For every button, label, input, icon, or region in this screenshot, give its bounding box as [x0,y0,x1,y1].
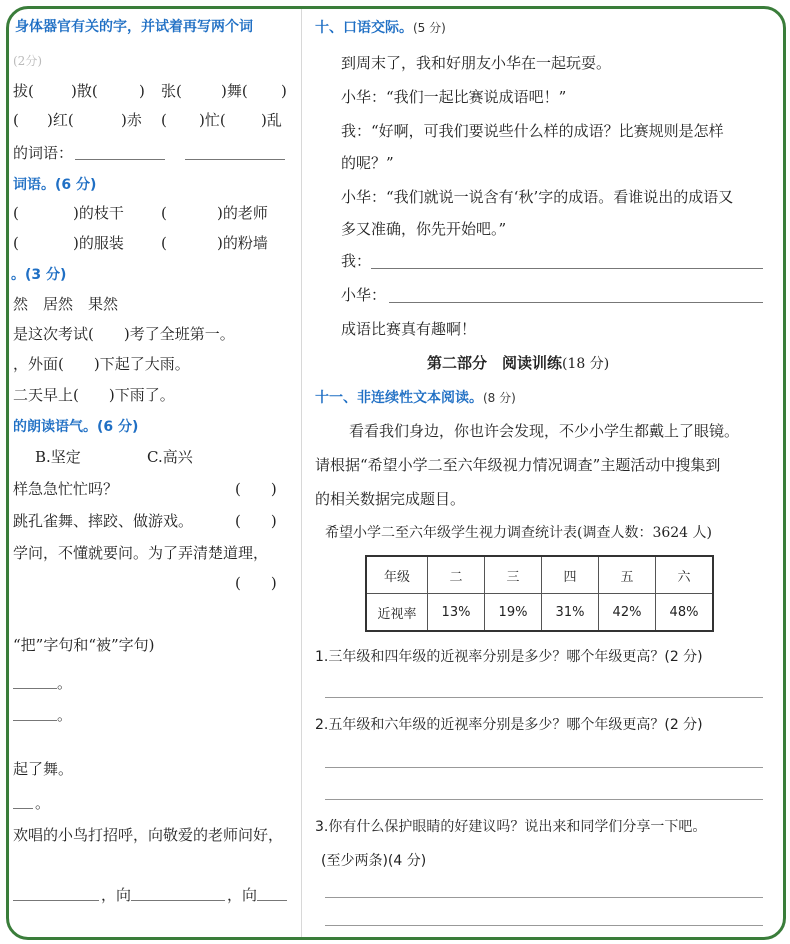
answer-line-q3[interactable] [325,925,763,926]
left-fill-row-1c: ) [139,82,145,100]
table-cell: 五 [599,556,656,594]
answer-line[interactable] [185,159,285,160]
left-sentence-3: 二天早上( )下雨了。 [13,386,175,404]
table-cell: 三 [485,556,542,594]
left-fill-row-2c: )赤 [121,111,142,129]
page-frame: 身体器官有关的字，并试着再写两个词 (2分) 拔( )散( ) 张( )舞( ) ( )红( )赤 ( )忙( )乱 的词语： 词语。(6 分) ( )的枝干 ( )的老师 ( )的服装 ( )的粉墙 。(3 分) 然 居然 果然 是这次考试( )考了全班第一。 ，外面( )下起了大雨。 二天早上( )下雨了。 的朗读语气。(6 分) B.坚定 C.高兴 样急急忙忙吗？ ( ) 跳孔雀舞、摔跤、做游戏。 ( ) 学问，不懂就要问。为了弄清楚道理， ( ) “把”字句和“被”字句) 。 。 起了舞。 。 欢唱的小鸟打招呼，向敬爱的老师问好， ，向 ，向 十、口语交际。(5 分) 到周末了，我和好朋友小华在一起玩耍。 小华：“我们一起比赛说成语吧！” 我：“好啊，可我们要说些什么样的成语？比赛规则是怎样 的呢？” 小华：“我们就说一说含有‘秋’字的成语。看谁说出的成语又 多又准确，你先开始吧。” 我： 小华： 成语比赛真有趣啊！ 第二部分 阅读训练(18 分) 十一、非连续性文本阅读。(8 分) 看看我们身边，你也许会发现，不少小学生都戴上了眼镜。 请根据“希望小学二至六年级视力情况调查”主题活动中搜集到 的相关数据完成题目。 希望小学二至六年级学生视力调查统计表(调查人数：3624 人) 年级 二 三 四 五 六 近视率 13% 19% 31% 42% 48% 1.三年级和四年级的近视率分别是多少？哪个年级更高？(2 分) 2.五年级和六年级的近视率分别是多少？哪个年级更高？(2 分) 3.你有什么保护眼睛的好建议吗？说出来和同学们分享一下吧。 (至少两条)(4 分) [6,6,786,940]
left-fill-row-2e: )忙( [199,111,226,129]
answer-line-q2[interactable] [325,799,763,800]
table-cell: 年级 [366,556,428,594]
left-question-title: 身体器官有关的字，并试着再写两个词 [15,19,253,35]
left-sentence-4: 样急急忙忙吗？ [13,480,119,498]
left-phrase-2: )的老师 [217,204,268,222]
left-faded-text: (2分) [13,54,42,68]
left-section-title: 。(3 分) [11,267,67,283]
table-cell: 六 [656,556,714,594]
left-sentence-8: 欢唱的小鸟打招呼，向敬爱的老师问好， [13,826,284,844]
answer-line[interactable] [13,808,33,809]
answer-line[interactable] [13,720,57,721]
left-phrase-4-open: ( [161,234,167,252]
left-word-options: 然 居然 果然 [13,295,119,313]
left-sentence-5: 跳孔雀舞、摔跤、做游戏。 [13,512,194,530]
table-cell: 48% [656,594,714,632]
dialogue-line-3-cont: 多又准确，你先开始吧。” [341,220,507,238]
left-fill-row-1a: 拔( [13,82,34,100]
left-fill-row-2f: )乱 [261,111,282,129]
table-cell: 19% [485,594,542,632]
column-divider [301,9,302,937]
reading-para-2: 请根据“希望小学二至六年级视力情况调查”主题活动中搜集到 [315,456,721,474]
left-option-b: B.坚定 [35,448,81,466]
answer-line-me[interactable] [371,268,763,269]
left-fill-row-2d: ( [161,111,167,129]
left-word-label: 的词语： [13,144,74,162]
table-cell: 四 [542,556,599,594]
answer-line[interactable] [257,900,287,901]
dialogue-intro: 到周末了，我和好朋友小华在一起玩耍。 [341,54,612,72]
dialogue-closing: 成语比赛真有趣啊！ [341,320,477,338]
left-fill-row-1b: )散( [71,82,98,100]
left-section-title: 词语。(6 分) [13,177,97,193]
answer-paren[interactable]: ( ) [235,512,277,530]
answer-line[interactable] [13,900,99,901]
table-cell: 二 [428,556,485,594]
left-fill-row-1e: )舞( [221,82,248,100]
left-sentence-1: 是这次考试( )考了全班第一。 [13,325,235,343]
answer-line-q3[interactable] [325,897,763,898]
left-sentence-7: 起了舞。 [13,760,74,778]
reading-para-3: 的相关数据完成题目。 [315,490,466,508]
table-row [366,594,713,632]
left-fill-row-2a: ( [13,111,19,129]
left-fill-row-2b: )红( [47,111,74,129]
answer-line[interactable] [75,159,165,160]
dialogue-line-1: 小华：“我们一起比赛说成语吧！” [341,88,567,106]
question-3: 3.你有什么保护眼睛的好建议吗？说出来和同学们分享一下吧。 [315,819,707,835]
left-section-title: 的朗读语气。(6 分) [13,419,139,435]
left-sentence-2: ，外面( )下起了大雨。 [13,355,190,373]
answer-line-q1[interactable] [325,697,763,698]
answer-paren[interactable]: ( ) [235,480,277,498]
dialogue-xiaohua-label: 小华： [341,286,387,304]
answer-line-xiaohua[interactable] [389,302,763,303]
dialogue-line-2-cont: 的呢？” [341,154,394,172]
left-fill-row-1d: 张( [161,82,182,100]
dialogue-line-2: 我：“好啊，可我们要说些什么样的成语？比赛规则是怎样 [341,122,724,140]
answer-paren[interactable]: ( ) [235,574,277,592]
left-phrase-4: )的粉墙 [217,234,268,252]
part-2-title: 第二部分 阅读训练(18 分) [427,354,610,372]
section-10-heading: 十、口语交际。(5 分) [315,20,446,36]
table-cell: 42% [599,594,656,632]
left-option-c: C.高兴 [147,448,193,466]
vision-survey-table [365,555,714,632]
answer-line[interactable] [13,688,57,689]
section-11-heading: 十一、非连续性文本阅读。(8 分) [315,390,516,406]
left-phrase-2-open: ( [161,204,167,222]
left-phrase-1: )的枝干 [73,204,124,222]
answer-line[interactable] [131,900,225,901]
table-cell: 近视率 [366,594,428,632]
table-cell: 31% [542,594,599,632]
question-2: 2.五年级和六年级的近视率分别是多少？哪个年级更高？(2 分) [315,717,703,733]
left-phrase-3: )的服装 [73,234,124,252]
table-caption: 希望小学二至六年级学生视力调查统计表(调查人数：3624 人) [325,525,713,541]
left-instruction: “把”字句和“被”字句) [13,636,155,654]
question-1: 1.三年级和四年级的近视率分别是多少？哪个年级更高？(2 分) [315,649,703,665]
table-cell: 13% [428,594,485,632]
table-header-row [366,556,713,594]
dialogue-line-3: 小华：“我们就说一说含有‘秋’字的成语。看谁说出的成语又 [341,188,734,206]
left-sentence-6: 学问，不懂就要问。为了弄清楚道理， [13,544,269,562]
dialogue-me-label: 我： [341,252,372,270]
answer-line-q2[interactable] [325,767,763,768]
question-3-cont: (至少两条)(4 分) [321,853,427,869]
reading-para-1: 看看我们身边，你也许会发现，不少小学生都戴上了眼镜。 [349,422,740,440]
